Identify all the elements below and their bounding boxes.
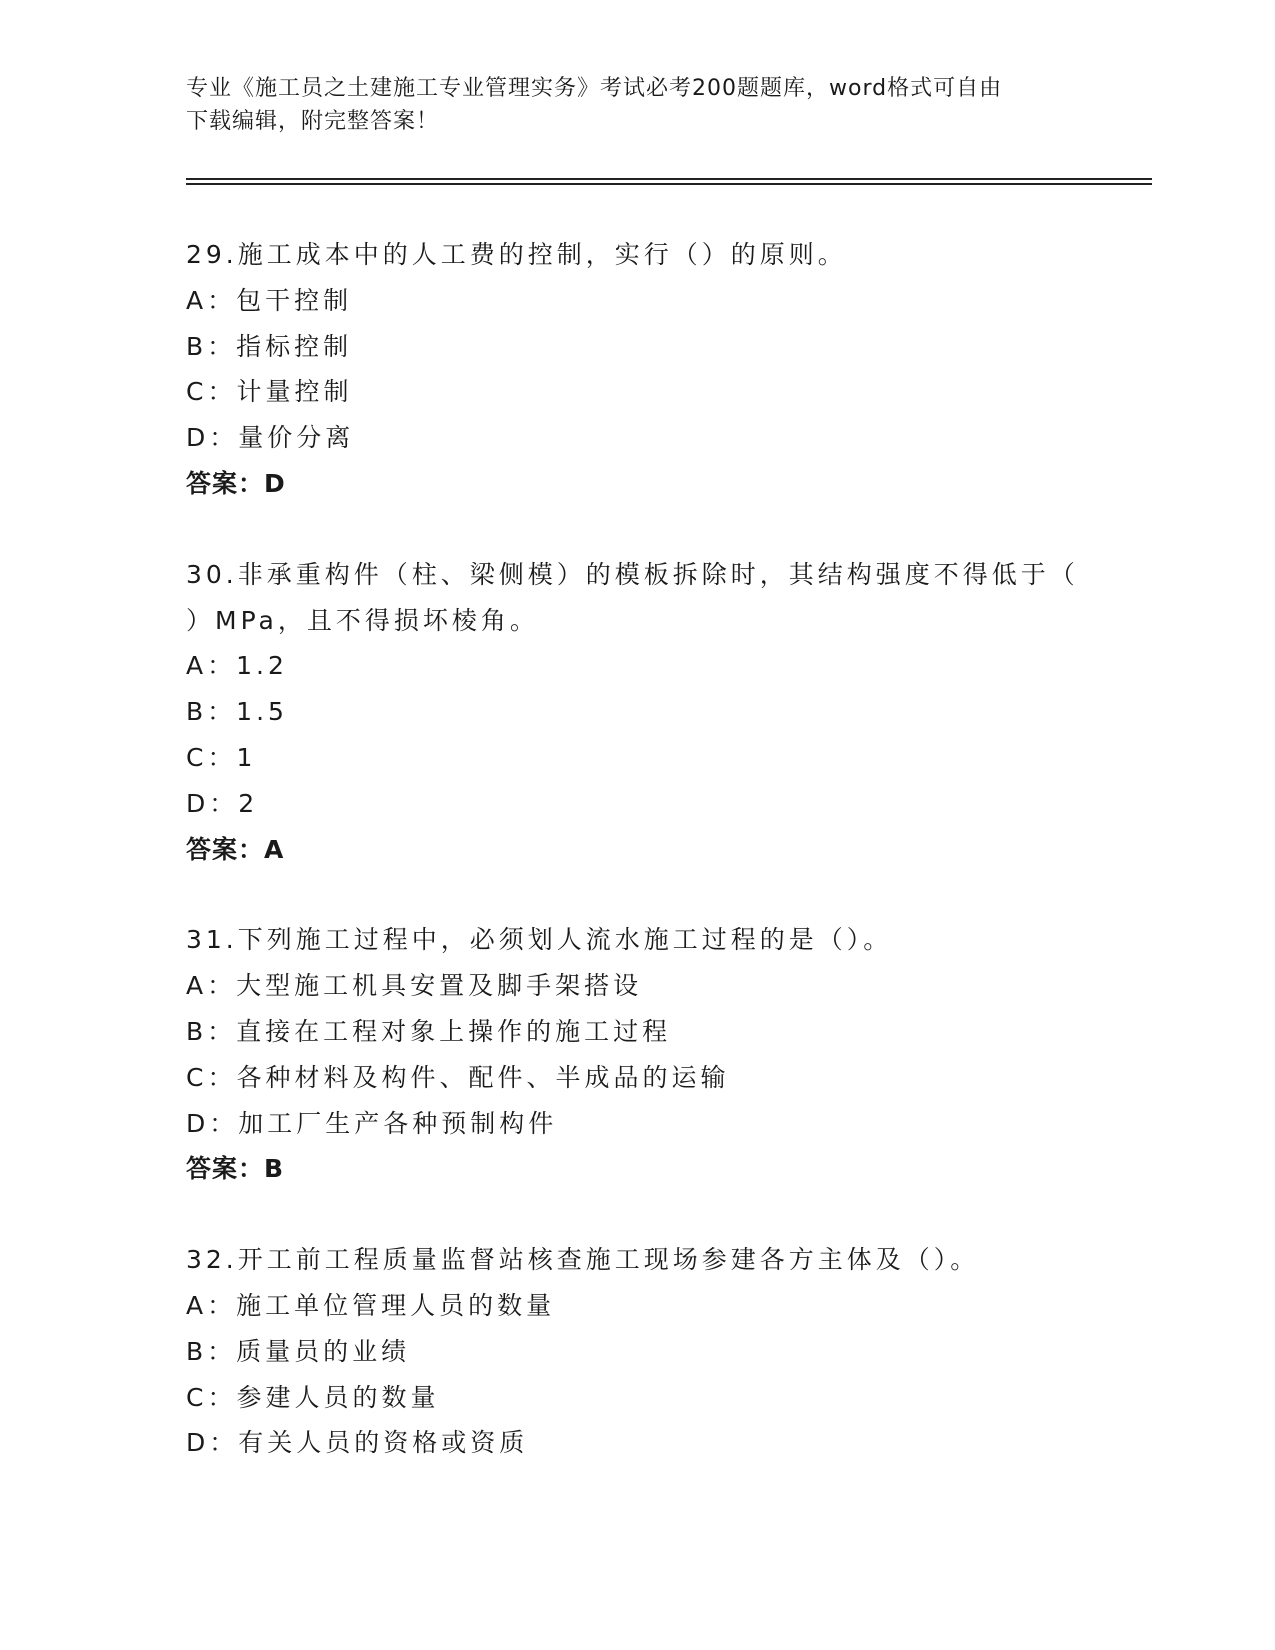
document-header [186,72,1066,138]
option-letter: C [186,1382,208,1412]
question-31 [186,917,1086,1192]
option-b [186,689,1086,735]
option-letter: C [186,742,208,772]
option-separator: ： [207,1016,237,1046]
answer-line: 答案：B [186,1154,285,1184]
option-text: 大型施工机具安置及脚手架搭设 [236,971,643,1001]
option-text: 各种材料及构件、配件、半成品的运输 [236,1062,730,1092]
option-letter: B [186,1336,208,1366]
option-letter: B [186,331,208,361]
option-separator: ： [207,331,237,361]
option-separator: ： [207,1382,237,1412]
option-text: 量价分离 [238,423,355,453]
option-text: 1.5 [236,697,288,727]
option-separator: ： [209,788,239,818]
option-text: 指标控制 [236,331,353,361]
option-separator: ： [207,1290,237,1320]
header-divider-top [186,178,1152,180]
answer-line: 答案：A [186,834,285,864]
option-d [186,1101,1086,1147]
option-a [186,643,1086,689]
question-stem: 29.施工成本中的人工费的控制，实行（）的原则。 [186,240,847,269]
question-stem: 31.下列施工过程中，必须划人流水施工过程的是（）。 [186,925,893,955]
option-letter: B [186,1016,208,1046]
question-stem: 32.开工前工程质量监督站核查施工现场参建各方主体及（）。 [186,1245,980,1275]
option-text: 1 [236,742,257,772]
option-c [186,1375,1086,1421]
option-separator: ： [207,1062,237,1092]
option-c [186,369,1086,415]
option-a [186,278,1086,324]
option-text: 直接在工程对象上操作的施工过程 [236,1016,672,1046]
option-separator: ： [207,971,237,1001]
answer-line: 答案：D [186,468,286,498]
option-c [186,1055,1086,1101]
option-text: 有关人员的资格或资质 [238,1428,529,1458]
option-separator: ： [207,377,237,407]
option-text: 2 [238,788,259,818]
option-letter: D [186,788,210,818]
header-divider-bottom [186,183,1152,185]
option-text: 施工单位管理人员的数量 [236,1290,556,1320]
option-letter: B [186,697,208,727]
option-a [186,1283,1086,1329]
option-text: 加工厂生产各种预制构件 [238,1108,558,1138]
option-separator: ： [207,742,237,772]
header-line-1: 专业《施工员之土建施工专业管理实务》考试必考200题题库，word格式可自由 [186,76,1003,101]
option-letter: D [186,1428,210,1458]
option-text: 包干控制 [236,285,353,315]
option-letter: A [186,971,208,1001]
option-separator: ： [207,651,237,681]
option-letter: A [186,651,208,681]
option-separator: ： [207,285,237,315]
question-list [186,232,1086,1511]
option-d [186,1420,1086,1466]
option-b [186,1329,1086,1375]
option-separator: ： [209,1428,239,1458]
option-letter: C [186,377,208,407]
option-text: 质量员的业绩 [236,1336,411,1366]
option-text: 参建人员的数量 [236,1382,440,1412]
option-separator: ： [207,697,237,727]
question-32 [186,1237,1086,1466]
question-30 [186,552,1086,873]
option-a [186,963,1086,1009]
question-stem: 30.非承重构件（柱、梁侧模）的模板拆除时，其结构强度不得低于（ [186,559,1079,589]
question-29 [186,232,1086,507]
option-b [186,1009,1086,1055]
option-d [186,415,1086,461]
question-stem-continued: ）MPa，且不得损坏棱角。 [186,605,539,635]
option-b [186,324,1086,370]
option-letter: C [186,1062,208,1092]
option-c [186,735,1086,781]
option-separator: ： [207,1336,237,1366]
option-d [186,781,1086,827]
option-separator: ： [209,423,239,453]
option-letter: A [186,1290,208,1320]
option-text: 1.2 [236,651,288,681]
option-letter: A [186,285,208,315]
option-separator: ： [209,1108,239,1138]
option-text: 计量控制 [236,377,353,407]
header-line-2: 下载编辑，附完整答案！ [186,109,440,134]
option-letter: D [186,1108,210,1138]
option-letter: D [186,423,210,453]
